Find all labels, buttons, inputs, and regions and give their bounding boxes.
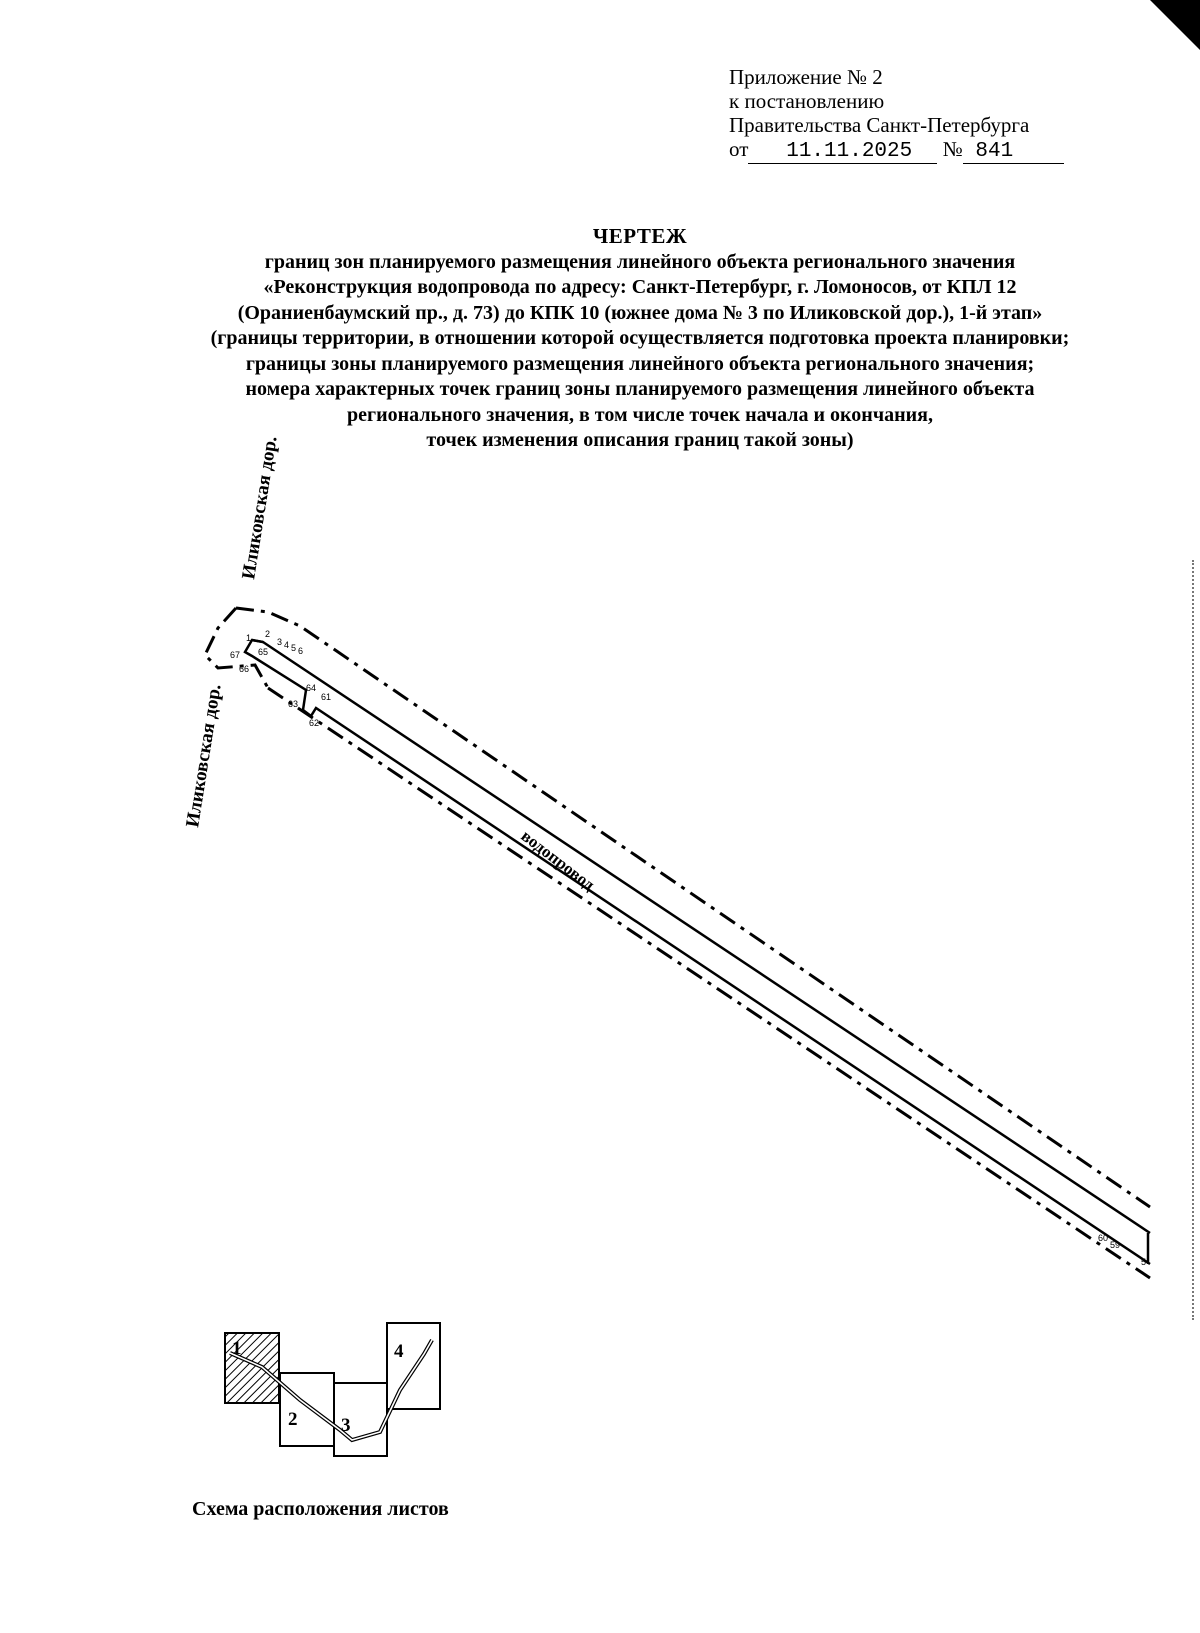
- point-label-64: 64: [306, 683, 317, 693]
- title-heading: ЧЕРТЕЖ: [592, 224, 688, 248]
- scheme-caption: Схема расположения листов: [192, 1498, 449, 1520]
- point-label-6: 6: [298, 646, 304, 656]
- point-labels: [230, 629, 1146, 1267]
- sheet-label-2: 2: [288, 1409, 298, 1430]
- point-label-63: 63: [288, 699, 299, 709]
- point-label-1: 1: [246, 633, 252, 643]
- point-label-65: 65: [258, 647, 269, 657]
- sheet-scheme: [225, 1323, 440, 1456]
- point-label-5-end: 5: [1141, 1257, 1147, 1267]
- sheet-label-4: 4: [394, 1341, 404, 1362]
- point-label-61: 61: [321, 692, 332, 702]
- number-prefix: №: [942, 137, 963, 161]
- point-label-66: 66: [239, 664, 250, 674]
- title-line-7: регионального значения, в том числе точек начала и окончания,: [347, 403, 933, 426]
- title-line-6: номера характерных точек границ зоны планируемого размещения линейного объекта: [245, 378, 1035, 400]
- appendix-authority: Правительства Санкт-Петербурга: [729, 113, 1030, 137]
- title-line-4: (границы территории, в отношении которой осуществляется подготовка проекта планировки;: [210, 327, 1070, 349]
- territory-boundary-upper: [236, 608, 1150, 1207]
- date-value: 11.11.2025: [748, 141, 937, 164]
- point-label-2: 2: [265, 629, 271, 639]
- zone-boundary: [245, 640, 1150, 1264]
- title-line-1: границ зон планируемого размещения линейного объекта регионального значения: [264, 250, 1016, 273]
- point-label-62: 62: [309, 718, 320, 728]
- point-label-60: 60: [1098, 1233, 1109, 1243]
- point-label-59: 59: [1110, 1240, 1121, 1250]
- pipe-label: водопровод: [517, 826, 599, 895]
- street-label-top: Иликовская дор.: [238, 434, 282, 581]
- appendix-ref: к постановлению: [729, 89, 885, 113]
- sheet-label-3: 3: [341, 1415, 351, 1436]
- date-prefix: от: [729, 137, 749, 161]
- sheet-label-1: 1: [232, 1338, 242, 1359]
- point-label-3: 3: [277, 637, 283, 647]
- street-label-left: Иликовская дор.: [182, 682, 226, 829]
- territory-boundary-lower: [268, 688, 1150, 1278]
- point-label-4: 4: [284, 640, 290, 650]
- title-line-5: границы зоны планируемого размещения линейного объекта регионального значения;: [245, 352, 1035, 375]
- territory-boundary: [205, 608, 1150, 1278]
- point-label-5: 5: [291, 643, 297, 653]
- title-line-3: (Ораниенбаумский пр., д. 73) до КПК 10 (южнее дома № 3 по Иликовской дор.), 1-й этап»: [237, 301, 1043, 324]
- number-value: 841: [963, 141, 1064, 164]
- appendix-number: Приложение № 2: [729, 65, 883, 89]
- point-label-67: 67: [230, 650, 241, 660]
- zone-boundary-start: [245, 640, 1150, 1264]
- title-line-8: точек изменения описания границ такой зоны): [426, 429, 854, 451]
- zone-boundary-upper: [252, 640, 1150, 1233]
- title-line-2: «Реконструкция водопровода по адресу: Санкт-Петербург, г. Ломоносов, от КПЛ 12: [263, 276, 1017, 298]
